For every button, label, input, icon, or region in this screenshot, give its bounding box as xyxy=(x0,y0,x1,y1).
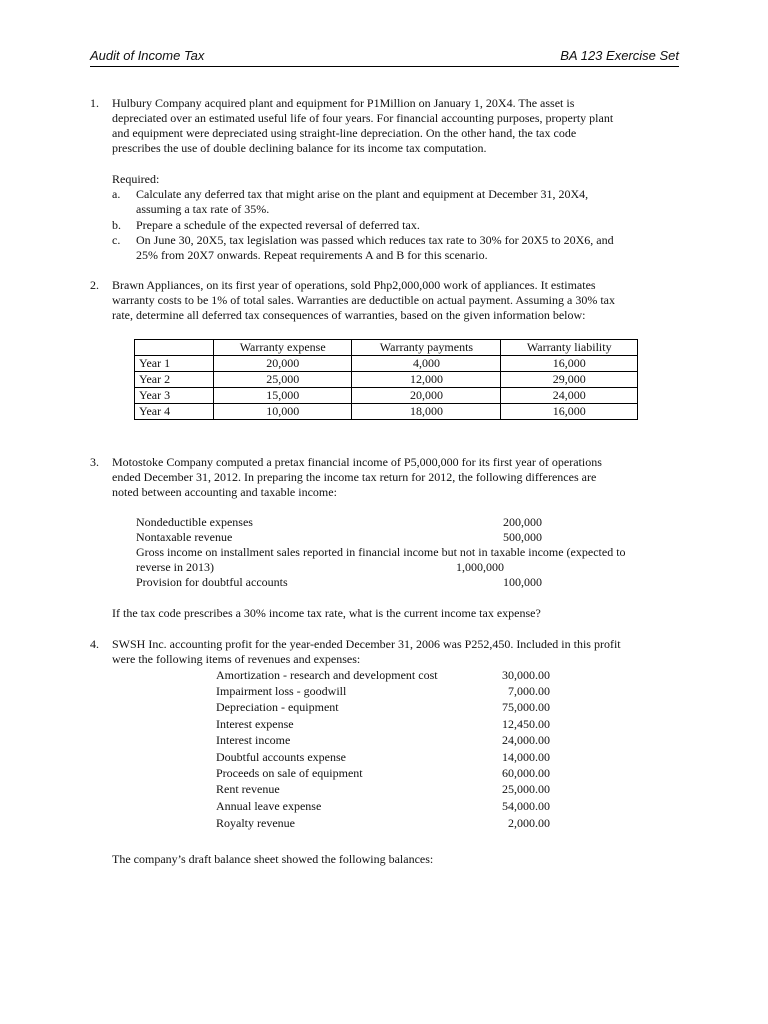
item-amount: 14,000.00 xyxy=(502,750,550,764)
table-row xyxy=(135,372,638,388)
required-label: Required: xyxy=(112,172,160,186)
item-amount: 25,000.00 xyxy=(502,782,550,796)
question-number: 1. xyxy=(90,96,99,110)
item-amount: 12,450.00 xyxy=(502,717,550,731)
difference-amount: 100,000 xyxy=(503,575,542,589)
column-header: Warranty payments xyxy=(352,340,501,356)
question-prompt: If the tax code prescribes a 30% income tax rate, what is the current income tax expense? xyxy=(112,606,541,620)
table-cell: 24,000 xyxy=(501,388,638,404)
item-label: Proceeds on sale of equipment xyxy=(216,766,363,780)
text-line: Brawn Appliances, on its first year of operations, sold Php2,000,000 work of appliances. It estimates xyxy=(112,278,596,292)
table-cell: Year 1 xyxy=(135,356,214,372)
table-cell: 10,000 xyxy=(214,404,352,420)
difference-label: Nontaxable revenue xyxy=(136,530,233,544)
item-amount: 60,000.00 xyxy=(502,766,550,780)
question-text xyxy=(112,455,682,500)
difference-label: reverse in 2013) xyxy=(136,560,214,574)
column-header xyxy=(135,340,214,356)
text-line: rate, determine all deferred tax consequences of warranties, based on the given information below: xyxy=(112,308,586,322)
item-amount: 24,000.00 xyxy=(502,733,550,747)
table-cell: 4,000 xyxy=(352,356,501,372)
difference-label: Gross income on installment sales reported in financial income but not in taxable income (expected to xyxy=(136,545,626,559)
column-header: Warranty liability xyxy=(501,340,638,356)
difference-label: Nondeductible expenses xyxy=(136,515,253,529)
text-line: and equipment were depreciated using straight-line depreciation. On the other hand, the tax code xyxy=(112,126,577,140)
question-number: 4. xyxy=(90,637,99,651)
table-cell: Year 3 xyxy=(135,388,214,404)
req-text: 25% from 20X7 onwards. Repeat requirements A and B for this scenario. xyxy=(136,248,488,262)
table-row xyxy=(135,388,638,404)
table-cell: Year 4 xyxy=(135,404,214,420)
text-line: Motostoke Company computed a pretax financial income of P5,000,000 for its first year of operations xyxy=(112,455,602,469)
warranty-table xyxy=(134,339,638,420)
item-label: Depreciation - equipment xyxy=(216,700,339,714)
table-cell: 18,000 xyxy=(352,404,501,420)
req-letter: c. xyxy=(112,233,121,247)
item-label: Doubtful accounts expense xyxy=(216,750,346,764)
table-cell: 20,000 xyxy=(214,356,352,372)
req-text: assuming a tax rate of 35%. xyxy=(136,202,270,216)
req-text: Calculate any deferred tax that might arise on the plant and equipment at December 31, 20X4, xyxy=(136,187,589,201)
question-text xyxy=(112,96,682,156)
req-letter: b. xyxy=(112,218,121,232)
question-number: 3. xyxy=(90,455,99,469)
item-label: Amortization - research and development cost xyxy=(216,668,438,682)
question-text xyxy=(112,278,682,323)
table-cell: 16,000 xyxy=(501,404,638,420)
table-cell: 25,000 xyxy=(214,372,352,388)
table-cell: Year 2 xyxy=(135,372,214,388)
text-line: warranty costs to be 1% of total sales. Warranties are deductible on actual payment. Assuming a 30% tax xyxy=(112,293,615,307)
column-header: Warranty expense xyxy=(214,340,352,356)
item-label: Interest income xyxy=(216,733,291,747)
table-row xyxy=(135,404,638,420)
header-title: Audit of Income Tax xyxy=(90,48,205,63)
question-text xyxy=(112,637,682,667)
item-label: Rent revenue xyxy=(216,782,280,796)
table-cell: 15,000 xyxy=(214,388,352,404)
item-amount: 30,000.00 xyxy=(502,668,550,682)
text-line: noted between accounting and taxable income: xyxy=(112,485,337,499)
req-letter: a. xyxy=(112,187,121,201)
text-line: Hulbury Company acquired plant and equipment for P1Million on January 1, 20X4. The asset is xyxy=(112,96,575,110)
item-amount: 75,000.00 xyxy=(502,700,550,714)
text-line: prescribes the use of double declining balance for its income tax computation. xyxy=(112,141,487,155)
table-cell: 12,000 xyxy=(352,372,501,388)
req-text: Prepare a schedule of the expected reversal of deferred tax. xyxy=(136,218,420,232)
text-line: ended December 31, 2012. In preparing the income tax return for 2012, the following differences are xyxy=(112,470,597,484)
item-label: Annual leave expense xyxy=(216,799,322,813)
item-label: Interest expense xyxy=(216,717,294,731)
header-course: BA 123 Exercise Set xyxy=(560,48,679,63)
table-cell: 20,000 xyxy=(352,388,501,404)
difference-amount: 500,000 xyxy=(503,530,542,544)
text-line: depreciated over an estimated useful life of four years. For financial accounting purposes, property plant xyxy=(112,111,614,125)
question-number: 2. xyxy=(90,278,99,292)
closing-text: The company’s draft balance sheet showed the following balances: xyxy=(112,852,434,866)
table-cell: 16,000 xyxy=(501,356,638,372)
difference-amount: 1,000,000 xyxy=(456,560,504,574)
item-amount: 2,000.00 xyxy=(508,816,550,830)
text-line: were the following items of revenues and expenses: xyxy=(112,652,361,666)
item-amount: 7,000.00 xyxy=(508,684,550,698)
table-header-row xyxy=(135,340,638,356)
table-row xyxy=(135,356,638,372)
item-label: Impairment loss - goodwill xyxy=(216,684,347,698)
difference-label: Provision for doubtful accounts xyxy=(136,575,288,589)
req-text: On June 30, 20X5, tax legislation was passed which reduces tax rate to 30% for 20X5 to 20X6, and xyxy=(136,233,614,247)
item-amount: 54,000.00 xyxy=(502,799,550,813)
difference-amount: 200,000 xyxy=(503,515,542,529)
page-header xyxy=(90,48,679,67)
text-line: SWSH Inc. accounting profit for the year-ended December 31, 2006 was P252,450. Included in this profit xyxy=(112,637,621,651)
table-cell: 29,000 xyxy=(501,372,638,388)
item-label: Royalty revenue xyxy=(216,816,295,830)
